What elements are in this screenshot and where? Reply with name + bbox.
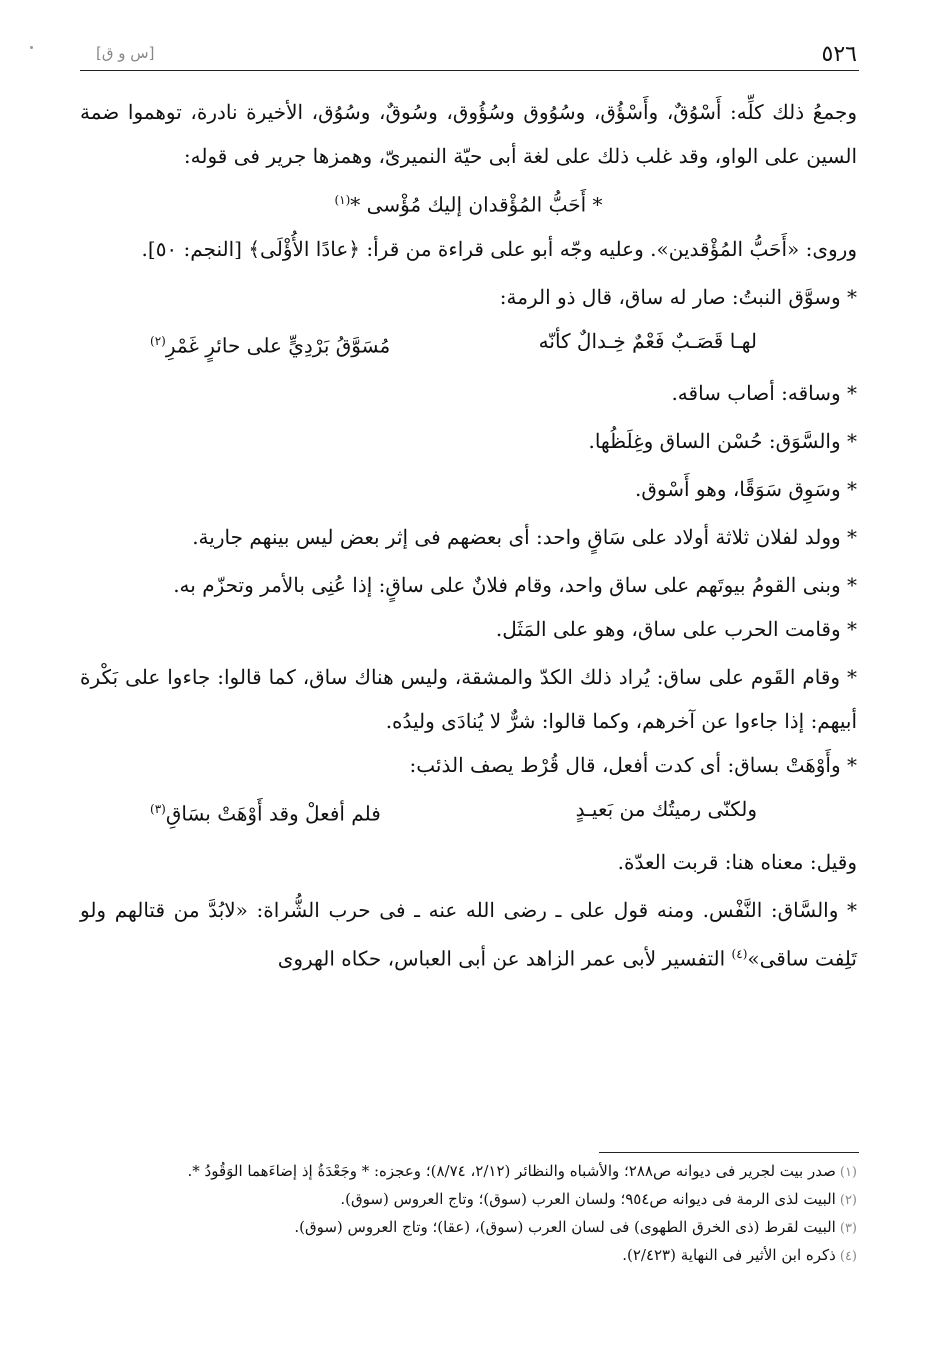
verse-hemistich-2-wrap <box>150 319 390 368</box>
footnote <box>80 1186 857 1214</box>
verse-hemistich-2-wrap <box>150 787 381 836</box>
paragraph: * وقام القَوم على ساق: يُراد ذلك الكدّ والمشقة، وليس هناك ساق، كما قالوا: جاءوا على بَكْرة أبيهم: إذا جاءوا عن آخرهم، وكما قالوا: شرٌّ لا يُنادَى وليدُه. <box>80 665 857 734</box>
paragraph: * وولد لفلان ثلاثة أولاد على سَاقٍ واحد: أى بعضهم فى إثر بعض ليس بينهم جارية. <box>192 525 857 550</box>
paragraph: * وسَوِق سَوَقًا، وهو أَسْوق. <box>635 477 857 502</box>
footnote <box>80 1214 857 1242</box>
paragraph: * وساقه: أصاب ساقه. <box>671 381 857 406</box>
footnotes <box>80 1158 857 1270</box>
footnote <box>80 1158 857 1186</box>
scan-speck <box>30 46 33 49</box>
footnote-ref: (٢) <box>150 333 166 348</box>
footnote-ref: (٤) <box>731 946 748 961</box>
paragraph-tail: التفسير لأبى عمر الزاهد عن أبى العباس، حكاه الهروى <box>277 946 732 971</box>
verse-couplet <box>80 319 857 368</box>
paragraph: * وأَوْهَتْ بساق: أى كدت أفعل، قال قُرْط يصف الذئب: <box>409 753 857 778</box>
main-text <box>80 90 857 981</box>
footnote-text: ذكره ابن الأثير فى النهاية (٢/٤٢٣). <box>622 1246 836 1264</box>
footnote-mark: (٢) <box>839 1193 857 1208</box>
footnote-mark: (١) <box>839 1165 857 1180</box>
verse-hemistich-1: ولكنّى رميتُك من بَعيـدٍ <box>575 797 757 822</box>
footnote-rule <box>599 1152 859 1153</box>
footnote-text: صدر بيت لجرير فى ديوانه ص٢٨٨؛ والأشباه والنظائر (٢/١٢، ٨/٧٤)؛ وعجزه: * وجَعْدَةُ إذ إضاءَهما الوَقُودُ *. <box>187 1162 836 1180</box>
footnote-text: البيت لذى الرمة فى ديوانه ص٩٥٤؛ ولسان العرب (سوق)؛ وتاج العروس (سوق). <box>340 1190 836 1208</box>
running-header-root: [س و ق] <box>96 44 155 62</box>
paragraph: وجمعُ ذلك كلِّه: أَسْوُقٌ، وأَسْؤُق، وسُوُوق وسُؤُوق، وسُوقٌ، وسُوُق، الأخيرة نادرة، توهموا ضمة السين على الواو، وقد غلب ذلك على لغة أبى حيّة النميرىّ، وهمزها جرير فى قوله: <box>80 100 857 168</box>
verse-hemistich-2: مُسَوَّقُ بَرْدِيٍّ على حائرٍ غَمْرِ <box>165 333 391 358</box>
footnote-text: البيت لقرط (ذى الخرق الطهوى) فى لسان العرب (سوق)، (عقا)؛ وتاج العروس (سوق). <box>294 1218 836 1236</box>
paragraph: * وسوَّق النبتُ: صار له ساق، قال ذو الرمة: <box>499 284 857 309</box>
paragraph: وروى: «أَحَبُّ المُؤْقدين». وعليه وجّه أبو على قراءة من قرأ: ﴿عادًا الأُؤْلَى﴾ [النجم: ٥٠]. <box>141 236 857 261</box>
footnote-ref: (١) <box>334 193 351 207</box>
footnote-mark: (٣) <box>839 1221 857 1236</box>
verse-hemistich-1: لهـا قَصَـبٌ فَعْمٌ خِـدالٌ كأنّه <box>538 328 757 353</box>
verse-hemistich-2: فلم أفعلْ وقد أَوْهَتْ بسَاقِ <box>165 801 381 826</box>
verse-couplet <box>80 787 857 836</box>
footnote <box>80 1242 857 1270</box>
paragraph: وقيل: معناه هنا: قربت العدّة. <box>617 849 857 874</box>
verse-text: * أَحَبُّ المُؤْقدان إليك مُؤْسى * <box>350 192 603 217</box>
footnote-ref: (٣) <box>150 802 166 817</box>
verse-line <box>80 178 857 227</box>
paragraph-text: * والسَّاق: النَّفْس. ومنه قول على ـ رضى الله عنه ـ فى حرب الشُّراة: «لابُدَّ من قتالهم ولو تَلِفت ساقى» <box>80 897 857 971</box>
paragraph <box>80 888 857 981</box>
page-number: ٥٢٦ <box>821 42 857 67</box>
header-rule <box>80 70 859 71</box>
paragraph: * والسَّوَق: حُسْن الساق وغِلَظُها. <box>588 429 857 454</box>
paragraph: * وبنى القومُ بيوتَهم على ساق واحد، وقام فلانٌ على ساقٍ: إذا عُنِى بالأمر وتحزّم به. <box>173 573 857 598</box>
paragraph: * وقامت الحرب على ساق، وهو على المَثَل. <box>495 617 857 642</box>
footnote-mark: (٤) <box>839 1249 857 1264</box>
